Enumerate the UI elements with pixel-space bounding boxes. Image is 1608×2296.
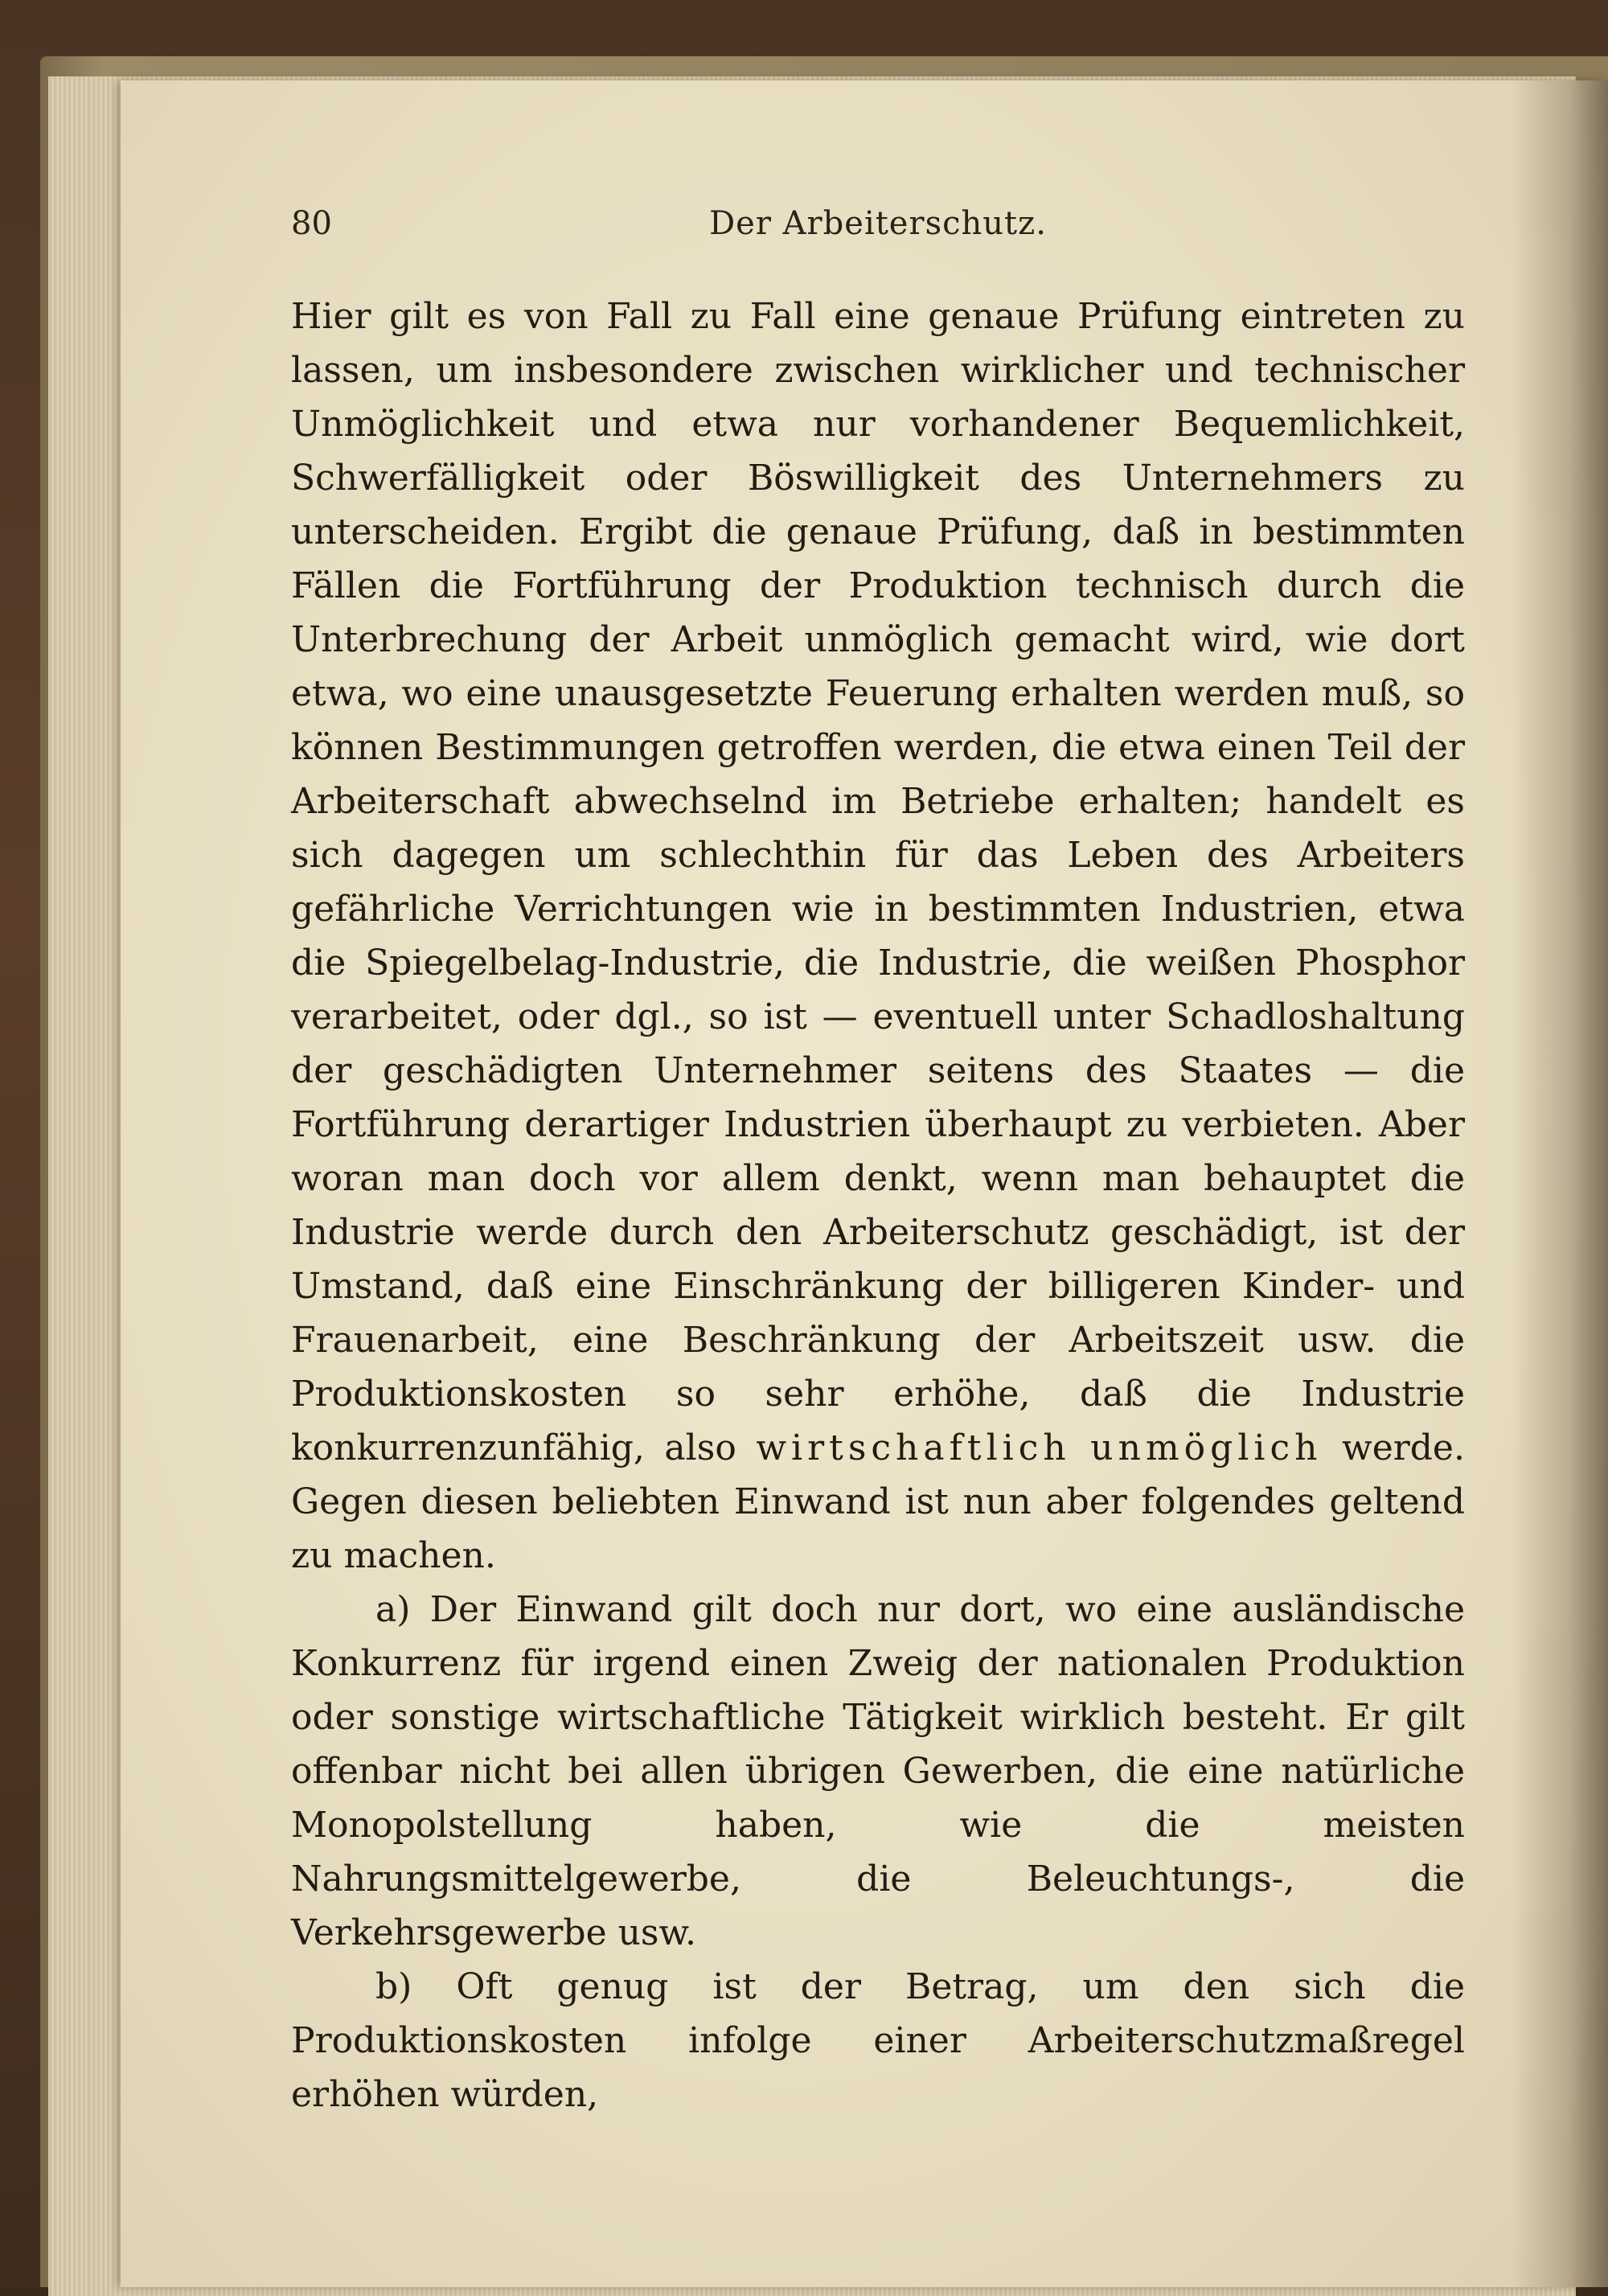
- spaced-emphasis-2: unmöglich: [1090, 1427, 1323, 1468]
- body-text: [291, 290, 1465, 2121]
- paragraph-1-text-a: Hier gilt es von Fall zu Fall eine genaue Prüfung eintreten zu lassen, um insbesondere zwischen wirklicher und technischer Unmöglichkeit und etwa nur vorhandener Bequemlichkeit, Schwerfälligkeit oder Böswilligkeit des Unternehmers zu unterscheiden. Ergibt die genaue Prüfung, daß in bestimmten Fällen die Fortführung der Produktion technisch durch die Unterbrechung der Arbeit unmöglich gemacht wird, wie dort etwa, wo eine unausgesetzte Feuerung erhalten werden muß, so können Bestimmungen getroffen werden, die etwa einen Teil der Arbeiterschaft abwechselnd im Betriebe erhalten; handelt es sich dagegen um schlechthin für das Leben des Arbeiters gefährliche Verrichtungen wie in bestimmten Industrien, etwa die Spiegelbelag-Industrie, die Industrie, die weißen Phosphor verarbeitet, oder dgl., so ist — eventuell unter Schadloshaltung der geschädigten Unternehmer seitens des Staates — die Fortführung derartiger Industrien überhaupt zu verbieten. Aber woran man doch vor allem denkt, wenn man behauptet die Industrie werde durch den Arbeiterschutz geschädigt, ist der Umstand, daß eine Einschränkung der billigeren Kinder- und Frauenarbeit, eine Beschränkung der Arbeitszeit usw. die Produktionskosten so sehr erhöhe, daß die Industrie konkurrenzunfähig, also: [291, 296, 1465, 1468]
- paragraph-2: a) Der Einwand gilt doch nur dort, wo eine ausländische Konkurrenz für irgend einen Zweig der nationalen Produktion oder sonstige wirtschaftliche Tätigkeit wirklich besteht. Er gilt offenbar nicht bei allen übrigen Gewerben, die eine natürliche Monopolstellung haben, wie die meisten Nahrungsmittelgewerbe, die Beleuchtungs-, die Verkehrsgewerbe usw.: [291, 1589, 1465, 1953]
- page-header: [291, 205, 1465, 253]
- paragraph-1: [291, 290, 1465, 1583]
- paragraph-1-text-b: werde. Gegen diesen beliebten Einwand ist nun aber folgendes geltend zu machen.: [291, 1427, 1465, 1576]
- spaced-emphasis-1: wirtschaftlich: [756, 1427, 1071, 1468]
- page-number: 80: [291, 205, 332, 242]
- running-head: Der Arbeiterschutz.: [709, 205, 1047, 242]
- spine-shadow: [1512, 80, 1608, 2287]
- paragraph-3: b) Oft genug ist der Betrag, um den sich die Produktionskosten infolge einer Arbeiterschutzmaßregel erhöhen würden,: [291, 1966, 1465, 2115]
